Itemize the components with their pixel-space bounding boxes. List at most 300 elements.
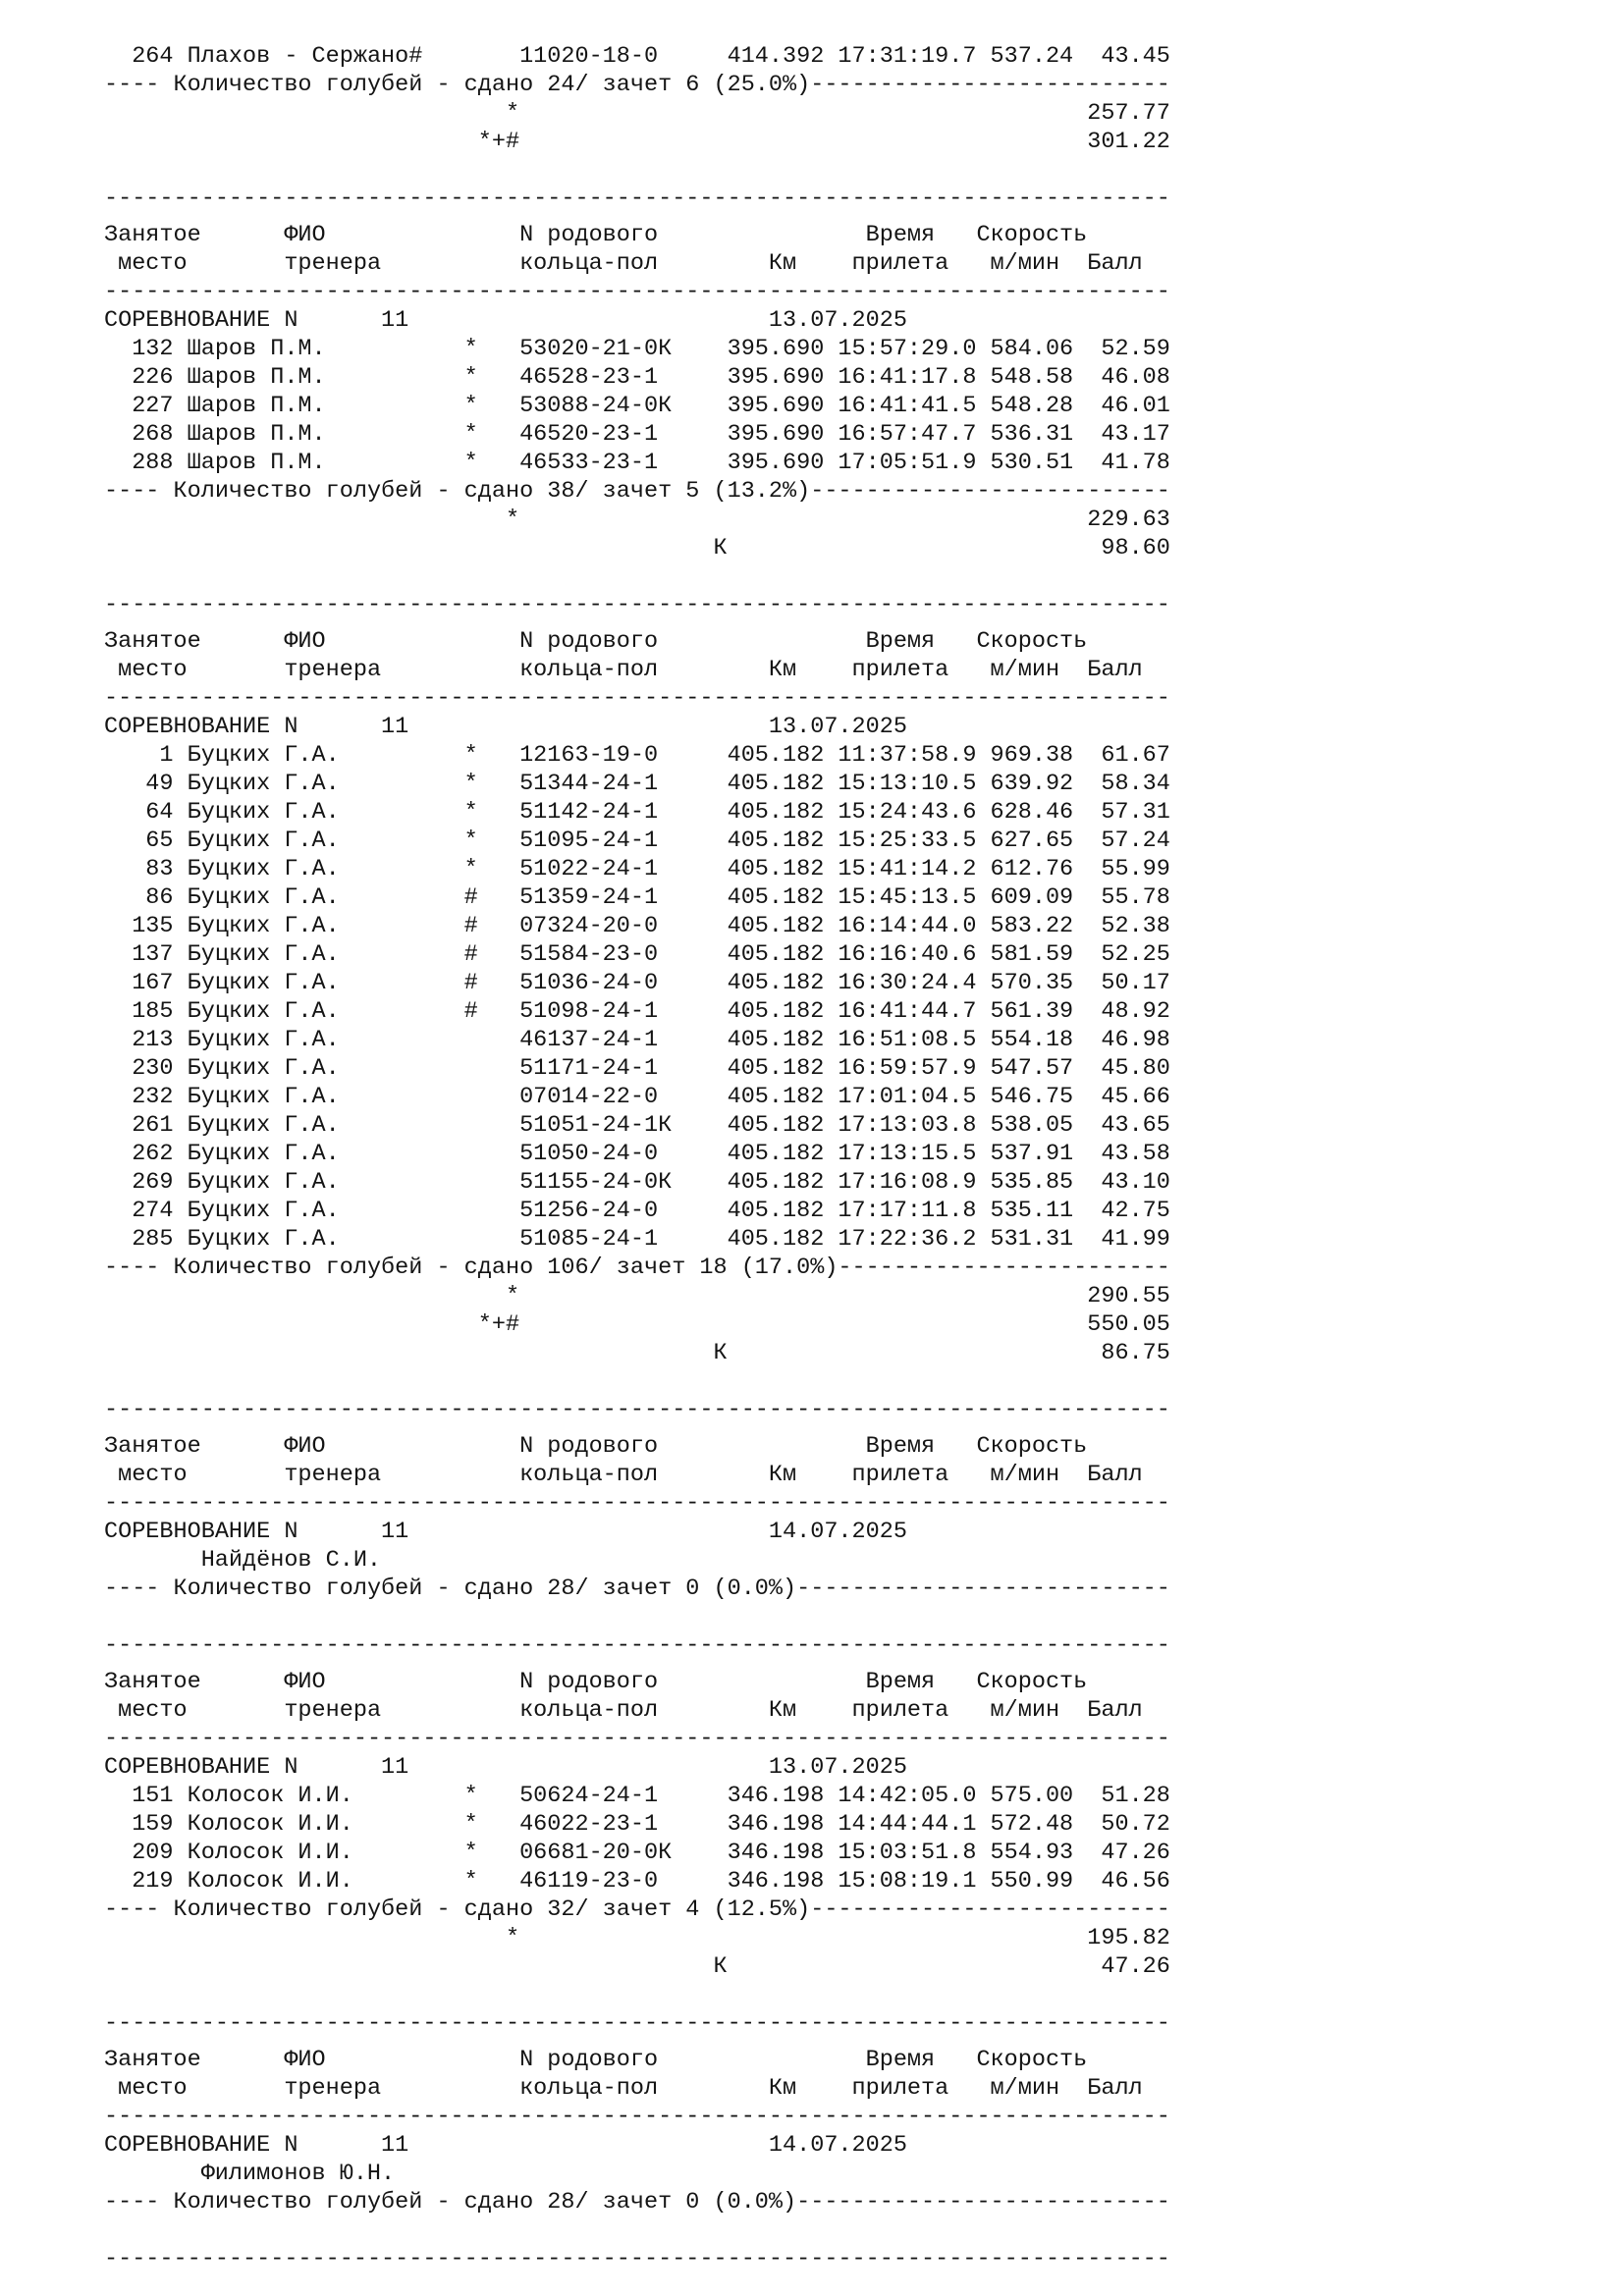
trainer-name-cell: Буцких Г.А.: [187, 913, 340, 939]
place-cell: 86: [145, 884, 174, 911]
trainer-name-cell: Буцких Г.А.: [187, 884, 340, 911]
result-row: [104, 1055, 1624, 1084]
header-label: Время: [865, 222, 936, 248]
header-label: Балл: [1087, 2075, 1143, 2102]
summary-symbol-cell: К: [713, 535, 728, 561]
header-label: место: [118, 250, 188, 277]
place-cell: 213: [132, 1027, 174, 1053]
separator-line: [104, 592, 1624, 620]
header-label: м/мин: [990, 2075, 1060, 2102]
header-label: N родового: [519, 1669, 659, 1695]
header-label: Скорость: [976, 628, 1088, 655]
score-cell: 50.72: [1101, 1811, 1170, 1838]
ring-number-cell: 07324-20-0: [519, 913, 659, 939]
competition-date: 13.07.2025: [768, 307, 907, 334]
place-cell: 65: [145, 828, 174, 854]
separator-dashes: -----------------------------------------------------------------------------: [104, 186, 1170, 212]
score-cell: 52.38: [1101, 913, 1170, 939]
summary-symbol-cell: *: [505, 1283, 520, 1309]
header-label: ФИО: [284, 628, 326, 655]
ring-number-cell: 51359-24-1: [519, 884, 659, 911]
speed-cell: 584.06: [990, 336, 1074, 362]
marker-cell: *: [463, 1868, 478, 1895]
place-cell: 288: [132, 450, 174, 476]
trainer-name-cell: Буцких Г.А.: [187, 970, 340, 996]
marker-cell: *: [463, 364, 478, 391]
trainer-name-cell: Буцких Г.А.: [187, 1169, 340, 1196]
speed-cell: 554.18: [990, 1027, 1074, 1053]
table-header-line: [104, 628, 1624, 657]
table-header-line: [104, 2047, 1624, 2075]
header-label: N родового: [519, 2047, 659, 2073]
marker-cell: *: [463, 450, 478, 476]
trainer-name-cell: Шаров П.М.: [187, 364, 326, 391]
place-cell: 264: [132, 43, 174, 70]
result-row: [104, 43, 1624, 72]
speed-cell: 547.57: [990, 1055, 1074, 1082]
arrival-time-cell: 16:59:57.9: [838, 1055, 977, 1082]
separator-line: [104, 279, 1624, 307]
result-row: [104, 970, 1624, 998]
separator-line: [104, 2246, 1624, 2274]
ring-number-cell: 51051-24-1К: [519, 1112, 673, 1139]
header-label: Км: [768, 1462, 797, 1488]
arrival-time-cell: 16:14:44.0: [838, 913, 977, 939]
blank-line: [104, 1982, 1624, 2010]
result-row: [104, 1811, 1624, 1840]
distance-cell: 405.182: [727, 1198, 825, 1224]
pigeon-count-line: [104, 72, 1624, 100]
competition-line: [104, 1519, 1624, 1547]
arrival-time-cell: 11:37:58.9: [838, 742, 977, 769]
header-label: Время: [865, 1669, 936, 1695]
distance-cell: 405.182: [727, 742, 825, 769]
summary-line: [104, 129, 1624, 157]
trainer-name-cell: Буцких Г.А.: [187, 1027, 340, 1053]
result-row: [104, 364, 1624, 393]
trainer-name-cell: Буцких Г.А.: [187, 742, 340, 769]
arrival-time-cell: 16:30:24.4: [838, 970, 977, 996]
distance-cell: 395.690: [727, 421, 825, 448]
competition-date: 13.07.2025: [768, 714, 907, 740]
result-row: [104, 1783, 1624, 1811]
place-cell: 132: [132, 336, 174, 362]
place-cell: 230: [132, 1055, 174, 1082]
separator-line: [104, 186, 1624, 214]
trainer-name-cell: Найдёнов С.И.: [200, 1547, 382, 1574]
marker-cell: *: [463, 1840, 478, 1866]
marker-cell: #: [463, 941, 478, 968]
summary-line: [104, 1925, 1624, 1953]
score-cell: 58.34: [1101, 771, 1170, 797]
distance-cell: 346.198: [727, 1868, 825, 1895]
header-label: Время: [865, 628, 936, 655]
summary-symbol-cell: К: [713, 1340, 728, 1366]
place-cell: 268: [132, 421, 174, 448]
trainer-line: [104, 2161, 1624, 2189]
header-label: Км: [768, 2075, 797, 2102]
header-label: тренера: [284, 1462, 382, 1488]
place-cell: 285: [132, 1226, 174, 1253]
trainer-name-cell: Колосок И.И.: [187, 1868, 353, 1895]
score-cell: 47.26: [1101, 1840, 1170, 1866]
count-summary-text: ---- Количество голубей - сдано 38/ зачет 5 (13.2%)--------------------------: [104, 478, 1170, 505]
arrival-time-cell: 15:57:29.0: [838, 336, 977, 362]
place-cell: 64: [145, 799, 174, 826]
header-label: тренера: [284, 657, 382, 683]
blank-line: [104, 2217, 1624, 2246]
arrival-time-cell: 17:13:15.5: [838, 1141, 977, 1167]
distance-cell: 405.182: [727, 828, 825, 854]
distance-cell: 405.182: [727, 884, 825, 911]
header-label: ФИО: [284, 222, 326, 248]
marker-cell: *: [463, 742, 478, 769]
speed-cell: 535.11: [990, 1198, 1074, 1224]
header-label: Км: [768, 250, 797, 277]
competition-line: [104, 307, 1624, 336]
ring-number-cell: 51085-24-1: [519, 1226, 659, 1253]
ring-number-cell: 51022-24-1: [519, 856, 659, 882]
header-label: место: [118, 1462, 188, 1488]
table-header-line: [104, 1433, 1624, 1462]
place-cell: 135: [132, 913, 174, 939]
header-label: Скорость: [976, 2047, 1088, 2073]
separator-line: [104, 685, 1624, 714]
separator-line: [104, 1397, 1624, 1425]
score-cell: 46.01: [1101, 393, 1170, 419]
trainer-name-cell: Колосок И.И.: [187, 1783, 353, 1809]
header-label: ФИО: [284, 1669, 326, 1695]
place-cell: 232: [132, 1084, 174, 1110]
competition-label: СОРЕВНОВАНИЕ N: [104, 2132, 298, 2159]
ring-number-cell: 51095-24-1: [519, 828, 659, 854]
speed-cell: 554.93: [990, 1840, 1074, 1866]
pigeon-count-line: [104, 478, 1624, 507]
result-row: [104, 799, 1624, 828]
distance-cell: 405.182: [727, 1084, 825, 1110]
competition-number: 11: [381, 714, 409, 740]
marker-cell: *: [463, 393, 478, 419]
score-cell: 43.58: [1101, 1141, 1170, 1167]
result-row: [104, 828, 1624, 856]
trainer-name-cell: Буцких Г.А.: [187, 799, 340, 826]
trainer-name-cell: Буцких Г.А.: [187, 1112, 340, 1139]
result-row: [104, 884, 1624, 913]
score-cell: 57.24: [1101, 828, 1170, 854]
result-row: [104, 450, 1624, 478]
separator-dashes: -----------------------------------------------------------------------------: [104, 1490, 1170, 1517]
summary-value-cell: 290.55: [1087, 1283, 1170, 1309]
trainer-name-cell: Буцких Г.А.: [187, 771, 340, 797]
distance-cell: 346.198: [727, 1783, 825, 1809]
distance-cell: 405.182: [727, 1169, 825, 1196]
separator-line: [104, 1490, 1624, 1519]
distance-cell: 414.392: [727, 43, 825, 70]
arrival-time-cell: 15:13:10.5: [838, 771, 977, 797]
speed-cell: 550.99: [990, 1868, 1074, 1895]
arrival-time-cell: 14:44:44.1: [838, 1811, 977, 1838]
marker-cell: #: [463, 884, 478, 911]
arrival-time-cell: 16:41:41.5: [838, 393, 977, 419]
distance-cell: 395.690: [727, 393, 825, 419]
table-header-line: [104, 2075, 1624, 2104]
summary-value-cell: 229.63: [1087, 507, 1170, 533]
result-row: [104, 913, 1624, 941]
header-label: ФИО: [284, 2047, 326, 2073]
distance-cell: 405.182: [727, 799, 825, 826]
competition-date: 14.07.2025: [768, 1519, 907, 1545]
trainer-name-cell: Шаров П.М.: [187, 336, 326, 362]
arrival-time-cell: 15:41:14.2: [838, 856, 977, 882]
place-cell: 261: [132, 1112, 174, 1139]
place-cell: 274: [132, 1198, 174, 1224]
score-cell: 61.67: [1101, 742, 1170, 769]
header-label: прилета: [851, 2075, 949, 2102]
result-row: [104, 336, 1624, 364]
table-header-line: [104, 657, 1624, 685]
trainer-name-cell: Шаров П.М.: [187, 450, 326, 476]
pigeon-count-line: [104, 1575, 1624, 1604]
ring-number-cell: 46520-23-1: [519, 421, 659, 448]
separator-dashes: -----------------------------------------------------------------------------: [104, 685, 1170, 712]
score-cell: 45.80: [1101, 1055, 1170, 1082]
header-label: прилета: [851, 1697, 949, 1724]
summary-value-cell: 301.22: [1087, 129, 1170, 155]
arrival-time-cell: 17:16:08.9: [838, 1169, 977, 1196]
place-cell: 227: [132, 393, 174, 419]
competition-number: 11: [381, 1754, 409, 1781]
table-header-line: [104, 222, 1624, 250]
header-label: м/мин: [990, 1462, 1060, 1488]
ring-number-cell: 51155-24-0К: [519, 1169, 673, 1196]
place-cell: 226: [132, 364, 174, 391]
marker-cell: *: [463, 799, 478, 826]
trainer-name-cell: Буцких Г.А.: [187, 1055, 340, 1082]
ring-number-cell: 46022-23-1: [519, 1811, 659, 1838]
table-header-line: [104, 1669, 1624, 1697]
speed-cell: 546.75: [990, 1084, 1074, 1110]
speed-cell: 575.00: [990, 1783, 1074, 1809]
competition-number: 11: [381, 307, 409, 334]
competition-label: СОРЕВНОВАНИЕ N: [104, 714, 298, 740]
competition-label: СОРЕВНОВАНИЕ N: [104, 1519, 298, 1545]
result-row: [104, 856, 1624, 884]
arrival-time-cell: 16:57:47.7: [838, 421, 977, 448]
marker-cell: #: [463, 913, 478, 939]
arrival-time-cell: 15:08:19.1: [838, 1868, 977, 1895]
arrival-time-cell: 17:01:04.5: [838, 1084, 977, 1110]
trainer-name-cell: Плахов - Сержано#: [187, 43, 423, 70]
table-header-line: [104, 250, 1624, 279]
arrival-time-cell: 17:22:36.2: [838, 1226, 977, 1253]
speed-cell: 969.38: [990, 742, 1074, 769]
header-label: Балл: [1087, 250, 1143, 277]
summary-symbol-cell: *+#: [477, 129, 520, 155]
distance-cell: 346.198: [727, 1840, 825, 1866]
arrival-time-cell: 15:24:43.6: [838, 799, 977, 826]
header-label: Время: [865, 2047, 936, 2073]
place-cell: 159: [132, 1811, 174, 1838]
header-label: Балл: [1087, 1462, 1143, 1488]
competition-date: 13.07.2025: [768, 1754, 907, 1781]
ring-number-cell: 53020-21-0К: [519, 336, 673, 362]
header-label: кольца-пол: [519, 2075, 659, 2102]
separator-line: [104, 1632, 1624, 1661]
arrival-time-cell: 17:31:19.7: [838, 43, 977, 70]
distance-cell: 405.182: [727, 856, 825, 882]
speed-cell: 531.31: [990, 1226, 1074, 1253]
trainer-name-cell: Филимонов Ю.Н.: [200, 2161, 396, 2187]
blank-line: [104, 1604, 1624, 1632]
speed-cell: 570.35: [990, 970, 1074, 996]
result-row: [104, 998, 1624, 1027]
summary-line: [104, 535, 1624, 563]
summary-line: [104, 1283, 1624, 1311]
result-row: [104, 771, 1624, 799]
ring-number-cell: 46528-23-1: [519, 364, 659, 391]
trainer-line: [104, 1547, 1624, 1575]
summary-value-cell: 195.82: [1087, 1925, 1170, 1951]
table-header-line: [104, 1462, 1624, 1490]
summary-value-cell: 47.26: [1101, 1953, 1170, 1980]
separator-dashes: -----------------------------------------------------------------------------: [104, 592, 1170, 618]
header-label: Скорость: [976, 1669, 1088, 1695]
distance-cell: 405.182: [727, 998, 825, 1025]
marker-cell: #: [463, 998, 478, 1025]
marker-cell: *: [463, 1783, 478, 1809]
header-label: N родового: [519, 628, 659, 655]
blank-line: [104, 1368, 1624, 1397]
header-label: прилета: [851, 657, 949, 683]
header-label: м/мин: [990, 657, 1060, 683]
ring-number-cell: 51171-24-1: [519, 1055, 659, 1082]
competition-line: [104, 2132, 1624, 2161]
competition-number: 11: [381, 2132, 409, 2159]
ring-number-cell: 53088-24-0К: [519, 393, 673, 419]
ring-number-cell: 06681-20-0К: [519, 1840, 673, 1866]
score-cell: 55.78: [1101, 884, 1170, 911]
score-cell: 52.59: [1101, 336, 1170, 362]
score-cell: 43.17: [1101, 421, 1170, 448]
header-label: место: [118, 1697, 188, 1724]
header-label: кольца-пол: [519, 1697, 659, 1724]
count-summary-text: ---- Количество голубей - сдано 28/ зачет 0 (0.0%)---------------------------: [104, 2189, 1170, 2216]
ring-number-cell: 12163-19-0: [519, 742, 659, 769]
summary-symbol-cell: *: [505, 100, 520, 127]
summary-value-cell: 98.60: [1101, 535, 1170, 561]
header-label: кольца-пол: [519, 1462, 659, 1488]
header-label: прилета: [851, 250, 949, 277]
result-row: [104, 1868, 1624, 1896]
score-cell: 45.66: [1101, 1084, 1170, 1110]
place-cell: 151: [132, 1783, 174, 1809]
distance-cell: 395.690: [727, 450, 825, 476]
pigeon-count-line: [104, 1896, 1624, 1925]
result-row: [104, 393, 1624, 421]
distance-cell: 405.182: [727, 970, 825, 996]
summary-symbol-cell: *: [505, 507, 520, 533]
score-cell: 52.25: [1101, 941, 1170, 968]
pigeon-count-line: [104, 1255, 1624, 1283]
distance-cell: 395.690: [727, 336, 825, 362]
separator-dashes: -----------------------------------------------------------------------------: [104, 2010, 1170, 2037]
marker-cell: #: [463, 970, 478, 996]
ring-number-cell: 50624-24-1: [519, 1783, 659, 1809]
header-label: тренера: [284, 2075, 382, 2102]
result-row: [104, 1112, 1624, 1141]
place-cell: 219: [132, 1868, 174, 1895]
summary-value-cell: 550.05: [1087, 1311, 1170, 1338]
competition-label: СОРЕВНОВАНИЕ N: [104, 1754, 298, 1781]
summary-line: [104, 1311, 1624, 1340]
header-label: Занятое: [104, 628, 201, 655]
place-cell: 167: [132, 970, 174, 996]
separator-line: [104, 2104, 1624, 2132]
competition-label: СОРЕВНОВАНИЕ N: [104, 307, 298, 334]
ring-number-cell: 46533-23-1: [519, 450, 659, 476]
result-row: [104, 1141, 1624, 1169]
header-label: кольца-пол: [519, 657, 659, 683]
ring-number-cell: 07014-22-0: [519, 1084, 659, 1110]
count-summary-text: ---- Количество голубей - сдано 32/ зачет 4 (12.5%)--------------------------: [104, 1896, 1170, 1923]
blank-line: [104, 563, 1624, 592]
distance-cell: 346.198: [727, 1811, 825, 1838]
distance-cell: 405.182: [727, 771, 825, 797]
result-row: [104, 1198, 1624, 1226]
marker-cell: *: [463, 828, 478, 854]
header-label: Скорость: [976, 1433, 1088, 1460]
header-label: кольца-пол: [519, 250, 659, 277]
separator-dashes: -----------------------------------------------------------------------------: [104, 2104, 1170, 2130]
arrival-time-cell: 17:13:03.8: [838, 1112, 977, 1139]
header-label: Балл: [1087, 657, 1143, 683]
place-cell: 49: [145, 771, 174, 797]
arrival-time-cell: 16:16:40.6: [838, 941, 977, 968]
distance-cell: 405.182: [727, 1226, 825, 1253]
summary-line: [104, 1340, 1624, 1368]
trainer-name-cell: Буцких Г.А.: [187, 1084, 340, 1110]
marker-cell: *: [463, 421, 478, 448]
separator-dashes: -----------------------------------------------------------------------------: [104, 1726, 1170, 1752]
header-label: Занятое: [104, 2047, 201, 2073]
score-cell: 42.75: [1101, 1198, 1170, 1224]
score-cell: 43.10: [1101, 1169, 1170, 1196]
arrival-time-cell: 16:51:08.5: [838, 1027, 977, 1053]
trainer-name-cell: Буцких Г.А.: [187, 856, 340, 882]
arrival-time-cell: 14:42:05.0: [838, 1783, 977, 1809]
trainer-name-cell: Шаров П.М.: [187, 393, 326, 419]
summary-symbol-cell: *: [505, 1925, 520, 1951]
header-label: Км: [768, 657, 797, 683]
summary-symbol-cell: К: [713, 1953, 728, 1980]
marker-cell: *: [463, 1811, 478, 1838]
score-cell: 43.45: [1101, 43, 1170, 70]
trainer-name-cell: Буцких Г.А.: [187, 941, 340, 968]
speed-cell: 639.92: [990, 771, 1074, 797]
arrival-time-cell: 15:45:13.5: [838, 884, 977, 911]
separator-line: [104, 2010, 1624, 2039]
speed-cell: 583.22: [990, 913, 1074, 939]
trainer-name-cell: Буцких Г.А.: [187, 1141, 340, 1167]
result-row: [104, 421, 1624, 450]
separator-dashes: -----------------------------------------------------------------------------: [104, 1632, 1170, 1659]
summary-line: [104, 1953, 1624, 1982]
header-label: тренера: [284, 250, 382, 277]
score-cell: 41.99: [1101, 1226, 1170, 1253]
trainer-name-cell: Буцких Г.А.: [187, 828, 340, 854]
place-cell: 137: [132, 941, 174, 968]
header-label: Время: [865, 1433, 936, 1460]
